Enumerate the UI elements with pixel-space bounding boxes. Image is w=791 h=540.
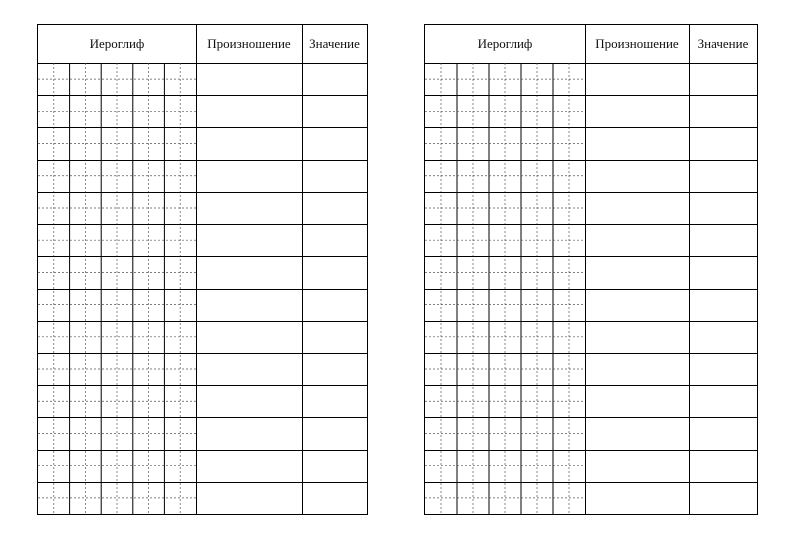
header-pronunciation: Произношение	[207, 36, 291, 51]
row-separator	[425, 353, 757, 354]
vocabulary-sheet-right	[424, 24, 758, 515]
row-separator	[38, 482, 367, 483]
row-separator	[38, 256, 367, 257]
table-header	[425, 25, 757, 64]
row-separator	[425, 160, 757, 161]
row-separator	[38, 321, 367, 322]
row-separator	[38, 289, 367, 290]
row-separator	[38, 160, 367, 161]
column-divider	[585, 25, 586, 514]
row-separator	[38, 385, 367, 386]
header-meaning: Значение	[697, 36, 749, 51]
row-separator	[425, 450, 757, 451]
row-separator	[38, 127, 367, 128]
row-separator	[38, 417, 367, 418]
row-separator	[38, 224, 367, 225]
row-separator	[425, 385, 757, 386]
row-separator	[425, 482, 757, 483]
header-glyph: Иероглиф	[477, 36, 533, 51]
vocabulary-sheet-left	[37, 24, 368, 515]
row-separator	[38, 95, 367, 96]
row-separator	[425, 127, 757, 128]
header-pronunciation: Произношение	[595, 36, 679, 51]
column-divider	[196, 25, 197, 514]
row-separator	[425, 95, 757, 96]
header-meaning: Значение	[309, 36, 360, 51]
row-separator	[425, 289, 757, 290]
header-glyph: Иероглиф	[89, 36, 145, 51]
row-separator	[425, 256, 757, 257]
row-separator	[425, 417, 757, 418]
table-header	[38, 25, 367, 64]
row-separator	[425, 321, 757, 322]
row-separator	[425, 224, 757, 225]
row-separator	[38, 192, 367, 193]
row-separator	[38, 450, 367, 451]
column-divider	[689, 25, 690, 514]
row-separator	[425, 192, 757, 193]
column-divider	[302, 25, 303, 514]
row-separator	[38, 353, 367, 354]
